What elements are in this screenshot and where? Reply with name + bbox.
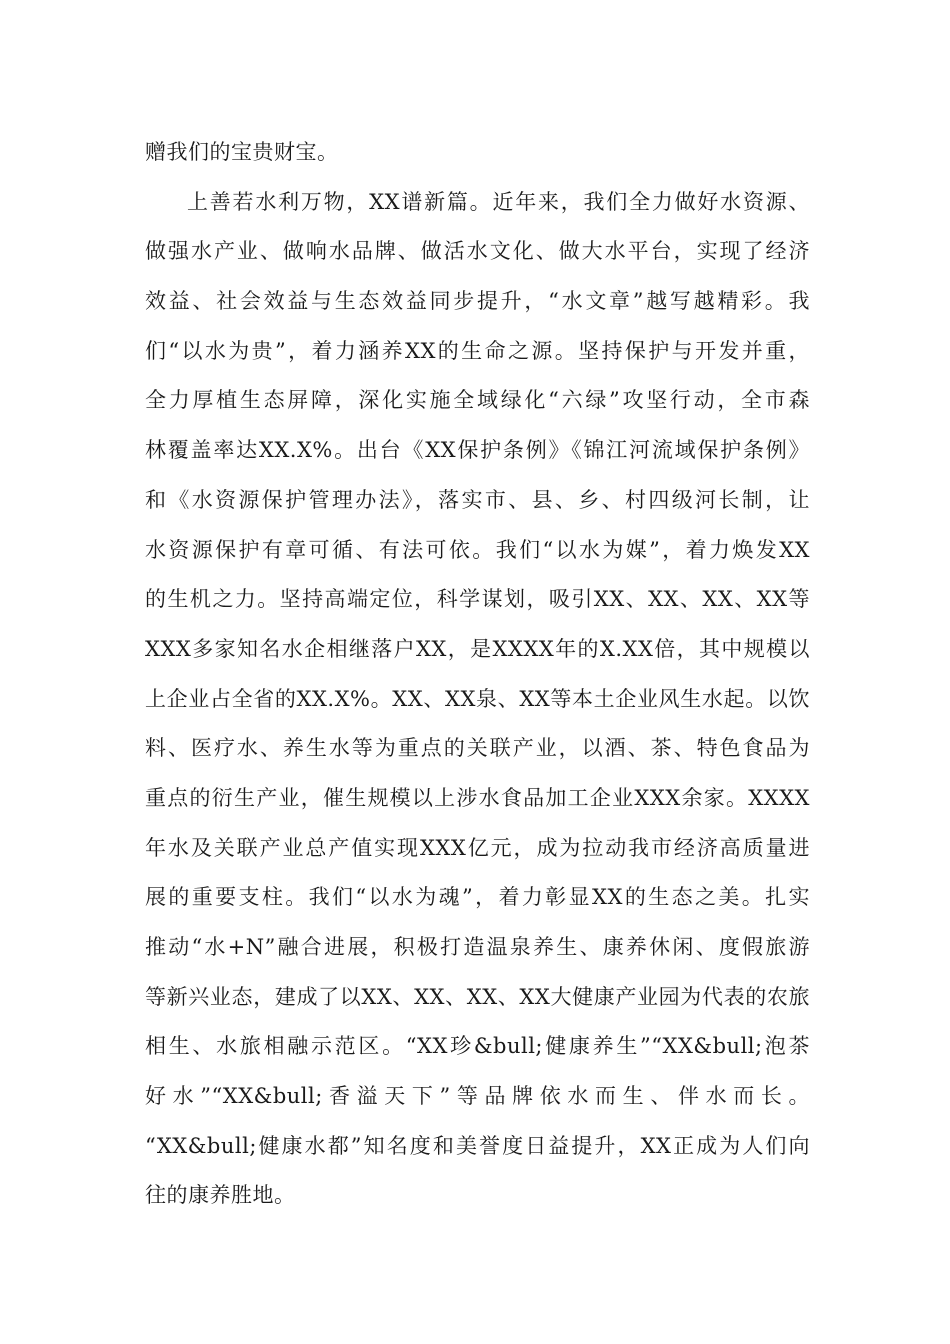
text-line: XXX多家知名水企相继落户XX，是XXXX年的X.XX倍，其中规模以: [145, 636, 810, 661]
text-line: 展的重要支柱。我们“以水为魂”，着力彰显XX的生态之美。扎实: [145, 885, 810, 910]
text-line: 赠我们的宝贵财宝。: [145, 140, 339, 164]
text-line: 等新兴业态，建成了以XX、XX、XX、XX大健康产业园为代表的农旅: [145, 984, 810, 1009]
text-line: 上企业占全省的XX.X%。XX、XX泉、XX等本土企业风生水起。以饮: [145, 686, 810, 711]
body-text: [145, 128, 810, 1221]
text-line: “XX&bull;健康水都”知名度和美誉度日益提升，XX正成为人们向: [145, 1133, 810, 1158]
text-line: 的生机之力。坚持高端定位，科学谋划，吸引XX、XX、XX、XX等: [145, 587, 810, 612]
text-line: 重点的衍生产业，催生规模以上涉水食品加工企业XXX余家。XXXX: [145, 785, 810, 810]
text-line: 好水”“XX&bull;香溢天下”等品牌依水而生、伴水而长。: [145, 1084, 810, 1109]
text-line: 和《水资源保护管理办法》，落实市、县、乡、村四级河长制，让: [145, 487, 810, 512]
text-line: 相生、水旅相融示范区。“XX珍&bull;健康养生”“XX&bull;泡茶: [145, 1034, 810, 1059]
paragraph-last-line: 往的康养胜地。: [145, 1183, 296, 1208]
text-line: 料、医疗水、养生水等为重点的关联产业，以酒、茶、特色食品为: [145, 736, 810, 761]
paragraph-first-line: 上善若水利万物，XX谱新篇。近年来，我们全力做好水资源、: [187, 189, 810, 214]
text-line: 水资源保护有章可循、有法可依。我们“以水为媒”，着力焕发XX: [145, 537, 810, 562]
text-line: 年水及关联产业总产值实现XXX亿元，成为拉动我市经济高质量进: [145, 835, 810, 860]
text-line: 效益、社会效益与生态效益同步提升，“水文章”越写越精彩。我: [145, 289, 810, 314]
text-line: 林覆盖率达XX.X%。出台《XX保护条例》《锦江河流域保护条例》: [145, 438, 810, 463]
text-line: 做强水产业、做响水品牌、做活水文化、做大水平台，实现了经济: [145, 239, 810, 264]
text-line: 全力厚植生态屏障，深化实施全域绿化“六绿”攻坚行动，全市森: [145, 388, 810, 413]
text-line: 们“以水为贵”，着力涵养XX的生命之源。坚持保护与开发并重，: [145, 338, 810, 363]
text-line: 推动“水+N”融合进展，积极打造温泉养生、康养休闲、度假旅游: [145, 935, 810, 959]
